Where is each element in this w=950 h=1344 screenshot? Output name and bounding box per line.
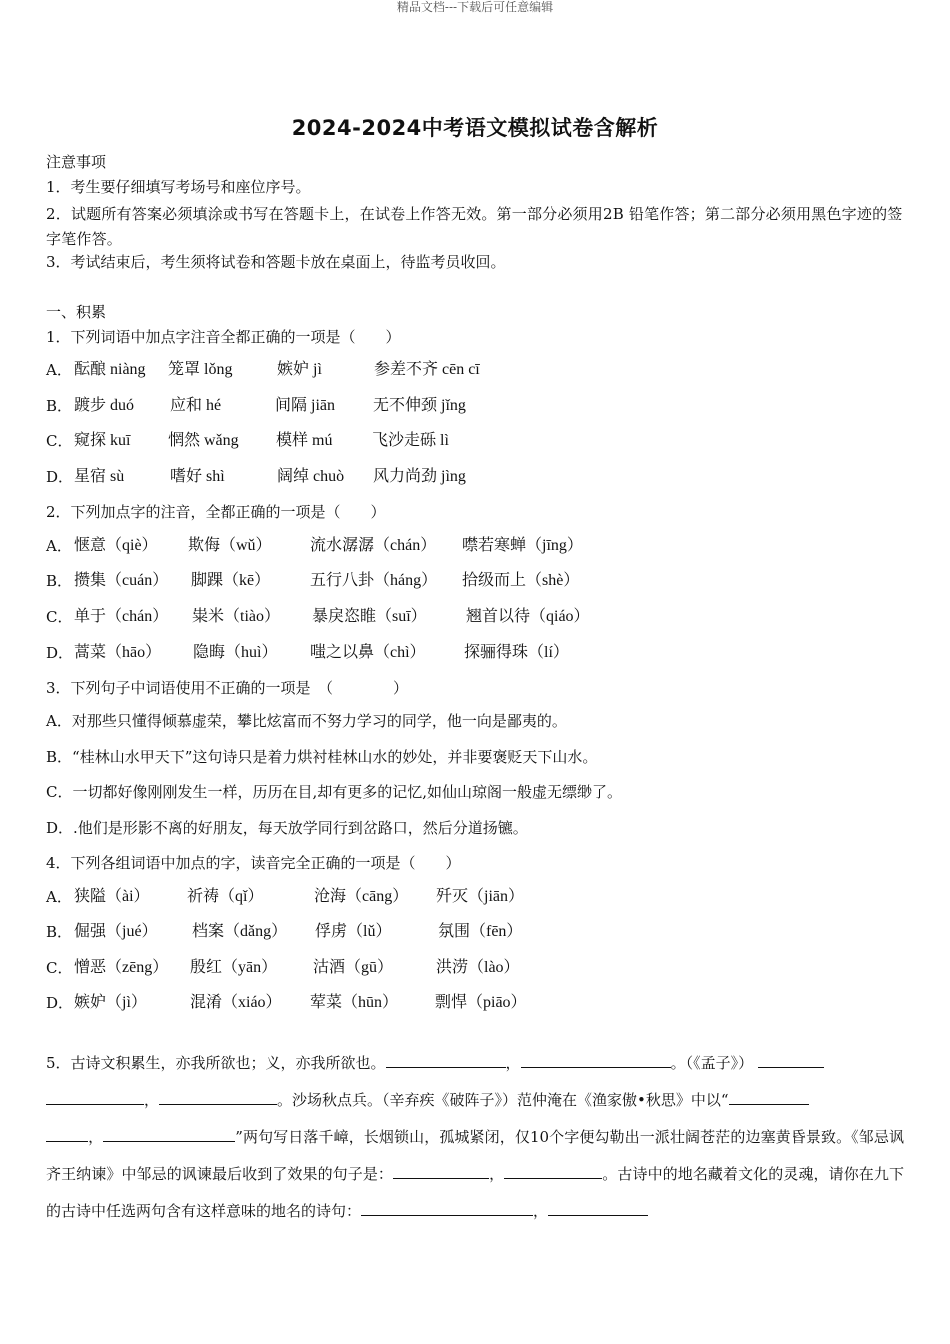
q1-c-3: 模样 mú bbox=[276, 432, 333, 449]
q5-text-3: 。（《孟子》） bbox=[670, 1054, 754, 1072]
q4-d-label: D． bbox=[46, 994, 74, 1012]
q5-blank-4[interactable] bbox=[159, 1088, 277, 1105]
q1-a-3: 嫉妒 jì bbox=[277, 361, 322, 378]
section-heading: 一、积累 bbox=[46, 303, 107, 321]
q4-c-label: C． bbox=[46, 959, 73, 977]
q1-b-2: 应和 hé bbox=[170, 397, 222, 414]
q5-paragraph bbox=[46, 1045, 904, 1230]
notice-item-1: 1．考生要仔细填写考场号和座位序号。 bbox=[46, 178, 311, 196]
q1-b-1: 踱步 duó bbox=[74, 397, 135, 414]
q2-c-1: 单于（chán） bbox=[74, 608, 169, 625]
q5-text-10: ， bbox=[533, 1202, 549, 1220]
q4-a-4: 歼灭（jiān） bbox=[436, 888, 524, 905]
q5-blank-5b[interactable] bbox=[46, 1125, 88, 1142]
q2-b-4: 拾级而上（shè） bbox=[462, 572, 580, 589]
q4-a-1: 狭隘（ài） bbox=[74, 888, 150, 905]
q2-stem: 2．下列加点字的注音，全都正确的一项是（ ） bbox=[46, 503, 386, 521]
q3-option-d: D．.他们是形影不离的好朋友，每天放学同行到岔路口，然后分道扬镳。 bbox=[46, 819, 528, 837]
q1-stem: 1．下列词语中加点字注音全都正确的一项是（ ） bbox=[46, 328, 401, 346]
q3-option-a: A．对那些只懂得倾慕虚荣，攀比炫富而不努力学习的同学，他一向是鄙夷的。 bbox=[46, 712, 567, 730]
q5-blank-10[interactable] bbox=[548, 1199, 648, 1216]
q3-option-c: C．一切都好像刚刚发生一样，历历在目,却有更多的记忆,如仙山琼阁一般虚无缥缈了。 bbox=[46, 783, 623, 801]
q2-a-3: 流水潺潺（chán） bbox=[310, 537, 437, 554]
q1-a-4: 参差不齐 cēn cī bbox=[374, 361, 480, 378]
q2-b-3: 五行八卦（háng） bbox=[310, 572, 438, 589]
q2-c-2: 粜米（tiào） bbox=[192, 608, 280, 625]
q2-d-3: 嗤之以鼻（chì） bbox=[310, 644, 426, 661]
page-header: 精品文档---下载后可任意编辑 bbox=[396, 0, 554, 14]
q1-b-4: 无不伸颈 jǐng bbox=[373, 397, 466, 414]
q2-a-1: 惬意（qiè） bbox=[74, 537, 158, 554]
q2-b-label: B． bbox=[46, 572, 73, 590]
q2-d-2: 隐晦（huì） bbox=[193, 644, 278, 661]
q2-c-4: 翘首以待（qiáo） bbox=[466, 608, 590, 625]
q4-stem: 4．下列各组词语中加点的字，读音完全正确的一项是（ ） bbox=[46, 854, 461, 872]
q1-c-2: 惘然 wǎng bbox=[168, 432, 239, 449]
q1-d-2: 嗜好 shì bbox=[170, 468, 225, 485]
q2-d-1: 蒿菜（hāo） bbox=[74, 644, 162, 661]
q1-c-1: 窥探 kuī bbox=[74, 432, 131, 449]
q2-c-label: C． bbox=[46, 608, 73, 626]
q1-d-4: 风力尚劲 jìng bbox=[373, 468, 466, 485]
q5-blank-1[interactable] bbox=[386, 1051, 506, 1068]
q5-blank-6[interactable] bbox=[103, 1125, 235, 1142]
q1-d-3: 阔绰 chuò bbox=[277, 468, 345, 485]
q5-text-7: ”两句写日落千嶂，长烟锁山，孤城紧闭，仅10个字便勾勒出一派壮阔苍茫的边塞黄昏景致。《邹忌讽齐王纳谏》中邹忌的讽谏最后收到了效果的句子是： bbox=[46, 1128, 904, 1183]
q4-c-3: 沽酒（gū） bbox=[313, 959, 394, 976]
q4-b-4: 氛围（fēn） bbox=[438, 923, 523, 940]
q5-text-6: ， bbox=[88, 1128, 104, 1146]
q1-a-1: 酝酿 niàng bbox=[74, 361, 146, 378]
q4-c-4: 洪涝（lào） bbox=[436, 959, 520, 976]
q2-c-3: 暴戾恣睢（suī） bbox=[312, 608, 427, 625]
q4-b-1: 倔强（jué） bbox=[74, 923, 158, 940]
q4-d-4: 剽悍（piāo） bbox=[435, 994, 527, 1011]
q5-blank-8[interactable] bbox=[504, 1162, 602, 1179]
q2-a-2: 欺侮（wǔ） bbox=[188, 537, 272, 554]
q5-blank-5[interactable] bbox=[729, 1088, 809, 1105]
q1-d-1: 星宿 sù bbox=[74, 468, 125, 485]
notice-item-3: 3．考试结束后，考生须将试卷和答题卡放在桌面上，待监考员收回。 bbox=[46, 253, 506, 271]
q1-c-label: C． bbox=[46, 432, 73, 450]
q4-a-3: 沧海（cāng） bbox=[314, 888, 409, 905]
notice-heading: 注意事项 bbox=[46, 153, 107, 171]
q1-c-4: 飞沙走砾 lì bbox=[372, 432, 449, 449]
q2-a-4: 噤若寒蝉（jīng） bbox=[462, 537, 583, 554]
q5-blank-9[interactable] bbox=[361, 1199, 533, 1216]
q5-text-5: 。沙场秋点兵。（辛弃疾《破阵子》）范仲淹在《渔家傲•秋思》中以“ bbox=[277, 1091, 729, 1109]
q4-b-2: 档案（dǎng） bbox=[192, 923, 288, 940]
q5-blank-3b[interactable] bbox=[46, 1088, 144, 1105]
q2-d-4: 探骊得珠（lí） bbox=[464, 644, 569, 661]
q5-text-2: ， bbox=[505, 1054, 521, 1072]
q1-b-label: B． bbox=[46, 397, 73, 415]
q1-b-3: 间隔 jiān bbox=[275, 397, 335, 414]
q4-d-1: 嫉妒（jì） bbox=[74, 994, 147, 1011]
q3-stem: 3．下列句子中词语使用不正确的一项是 （ ） bbox=[46, 679, 409, 697]
q2-d-label: D． bbox=[46, 644, 74, 662]
q4-d-3: 荤菜（hūn） bbox=[310, 994, 399, 1011]
q4-d-2: 混淆（xiáo） bbox=[190, 994, 282, 1011]
q1-d-label: D． bbox=[46, 468, 74, 486]
q4-c-2: 殷红（yān） bbox=[190, 959, 278, 976]
q5-text-1: 5．古诗文积累生，亦我所欲也；义，亦我所欲也。 bbox=[46, 1054, 386, 1072]
q1-a-2: 笼罩 lǒng bbox=[168, 361, 233, 378]
q4-a-label: A． bbox=[46, 888, 72, 906]
q4-c-1: 憎恶（zēng） bbox=[74, 959, 169, 976]
q2-b-1: 攒集（cuán） bbox=[74, 572, 169, 589]
page-title: 2024-2024中考语文模拟试卷含解析 bbox=[291, 116, 659, 140]
q2-a-label: A． bbox=[46, 537, 72, 555]
q4-b-label: B． bbox=[46, 923, 73, 941]
q1-a-label: A． bbox=[46, 361, 72, 379]
q5-text-8: ， bbox=[489, 1165, 505, 1183]
q5-blank-2[interactable] bbox=[521, 1051, 671, 1068]
q4-b-3: 俘虏（lǔ） bbox=[315, 923, 392, 940]
q5-blank-3[interactable] bbox=[758, 1051, 824, 1068]
q5-text-9: 。古诗中的地名藏着文化的灵魂，请你在九下的古诗中任选两句含有这样意味的地名的诗句： bbox=[46, 1165, 904, 1220]
q4-a-2: 祈祷（qǐ） bbox=[187, 888, 264, 905]
q5-blank-7[interactable] bbox=[393, 1162, 489, 1179]
notice-item-2: 2．试题所有答案必须填涂或书写在答题卡上，在试卷上作答无效。第一部分必须用2B 铅笔作答；第二部分必须用黑色字迹的签字笔作答。 bbox=[46, 205, 903, 248]
q2-b-2: 脚踝（kē） bbox=[191, 572, 271, 589]
q3-option-b: B．“桂林山水甲天下”这句诗只是着力烘衬桂林山水的妙处，并非要褒贬天下山水。 bbox=[46, 748, 598, 766]
q5-text-4: ， bbox=[144, 1091, 160, 1109]
